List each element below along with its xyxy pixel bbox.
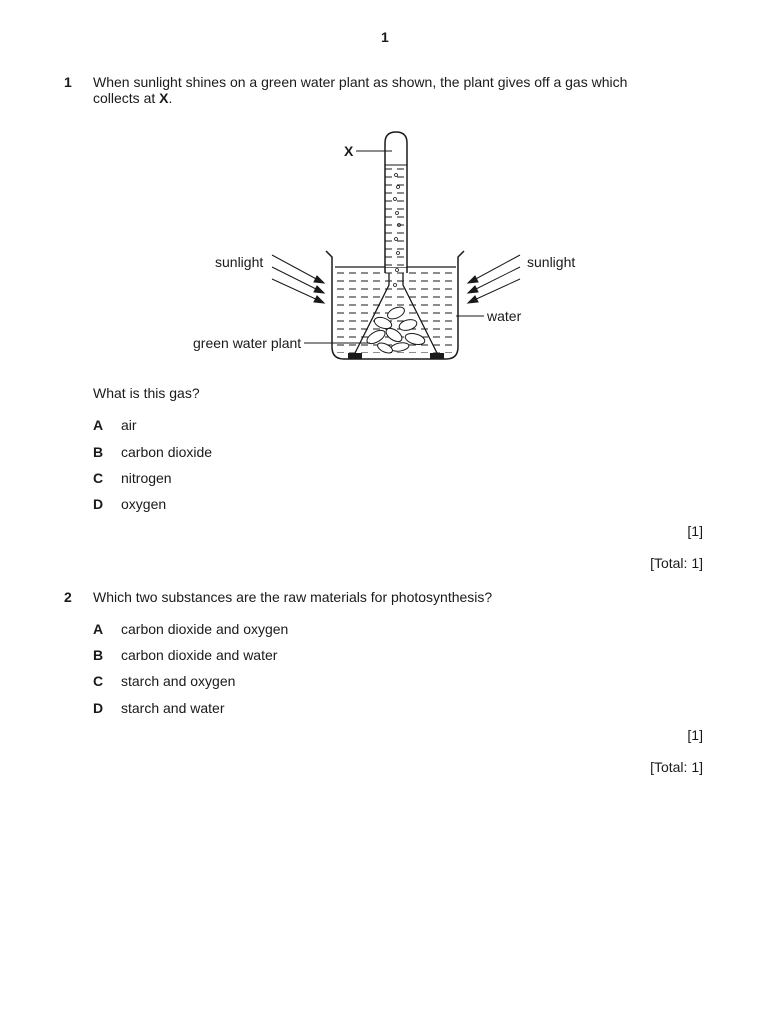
option-d-letter: D <box>93 496 104 512</box>
option-a-text: air <box>121 417 137 433</box>
support-right <box>430 353 444 359</box>
sunlight-arrows-right <box>468 255 520 303</box>
label-sunlight-left: sunlight <box>215 254 264 270</box>
q2-option-a-letter: A <box>93 621 104 637</box>
option-d-text: oxygen <box>121 496 167 512</box>
question-1-stem-line2 <box>93 90 172 106</box>
stem-period: . <box>168 90 173 106</box>
stem-x-label: X <box>159 90 169 106</box>
q2-option-c-letter: C <box>93 673 104 689</box>
label-x: X <box>344 143 354 159</box>
option-b-letter: B <box>93 444 104 460</box>
q2-option-b-text: carbon dioxide and water <box>121 647 278 663</box>
question-2-stem: Which two substances are the raw materials for photosynthesis? <box>93 589 493 605</box>
q2-option-c-text: starch and oxygen <box>121 673 236 689</box>
question-1-prompt: What is this gas? <box>93 385 200 401</box>
label-green-water-plant: green water plant <box>193 335 302 351</box>
q2-option-b-letter: B <box>93 647 104 663</box>
q2-option-d-letter: D <box>93 700 104 716</box>
question-2-mark: [1] <box>687 727 703 743</box>
page-number: 1 <box>381 29 389 45</box>
question-1-number: 1 <box>64 74 72 90</box>
option-c-text: nitrogen <box>121 470 172 486</box>
question-1-total: [Total: 1] <box>650 555 703 571</box>
q2-option-d-text: starch and water <box>121 700 225 716</box>
support-left <box>348 353 362 359</box>
option-a-letter: A <box>93 417 104 433</box>
q2-option-a-text: carbon dioxide and oxygen <box>121 621 289 637</box>
apparatus-svg <box>180 125 600 370</box>
sunlight-arrows-left <box>272 255 324 303</box>
stem-text: collects at <box>93 90 160 106</box>
label-sunlight-right: sunlight <box>527 254 576 270</box>
question-1-stem-line1: When sunlight shines on a green water plant as shown, the plant gives off a gas which <box>93 74 628 90</box>
question-1-mark: [1] <box>687 523 703 539</box>
question-2-number: 2 <box>64 589 72 605</box>
label-water: water <box>487 308 522 324</box>
question-2-total: [Total: 1] <box>650 759 703 775</box>
option-b-text: carbon dioxide <box>121 444 213 460</box>
option-c-letter: C <box>93 470 104 486</box>
